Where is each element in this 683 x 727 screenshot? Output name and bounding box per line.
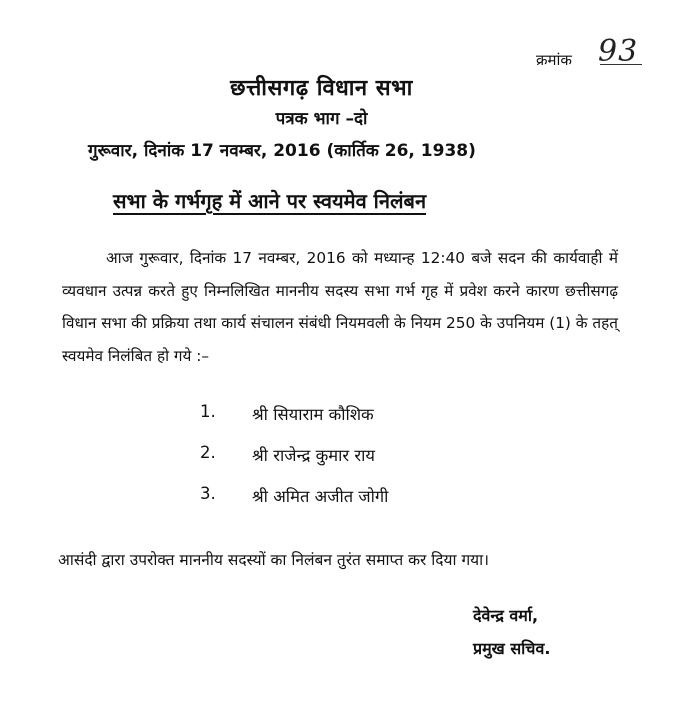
bulletin-part-heading: [0, 106, 683, 129]
signatory-designation: प्रमुख सचिव.: [473, 639, 551, 658]
body-paragraph: आज गुरूवार, दिनांक 17 नवम्बर, 2016 को मध्यान्ह 12:40 बजे सदन की कार्यवाही में व्यवधान उत्पन्न करते हुए निम्नलिखित माननीय सदस्य सभा गर्भ गृह में प्रवेश करने कारण छत्तीसगढ़ विधान सभा की प्रक्रिया तथा कार्य संचालन संबंधी नियमवली के नियम 250 के उपनियम (1) के तहत् स्वयमेव निलंबित हो गये :–: [62, 249, 618, 365]
serial-number-handwritten: 93: [598, 34, 639, 69]
assembly-name: छत्तीसगढ़ विधान सभा: [230, 76, 413, 101]
serial-number-label: क्रमांक: [536, 51, 572, 69]
subject-heading: सभा के गर्भगृह में आने पर स्वयमेव निलंबन: [113, 189, 427, 213]
closing-statement: आसंदी द्वारा उपरोक्त माननीय सदस्यों का निलंबन तुरंत समाप्त कर दिया गया।: [58, 551, 490, 569]
bulletin-part: पत्रक भाग –दो: [275, 109, 368, 129]
list-item-name: श्री अमित अजीत जोगी: [252, 487, 389, 506]
list-item-name: श्री सियाराम कौशिक: [252, 405, 374, 424]
assembly-heading: [0, 72, 683, 102]
list-item-number: 2.: [200, 443, 216, 462]
list-item-number: 3.: [200, 484, 216, 503]
signatory-name: देवेन्द्र वर्मा,: [473, 606, 539, 625]
list-item-name: श्री राजेन्द्र कुमार राय: [252, 446, 375, 465]
list-item-number: 1.: [200, 402, 216, 421]
date-line: गुरूवार, दिनांक 17 नवम्बर, 2016 (कार्तिक 26, 1938): [88, 141, 476, 161]
